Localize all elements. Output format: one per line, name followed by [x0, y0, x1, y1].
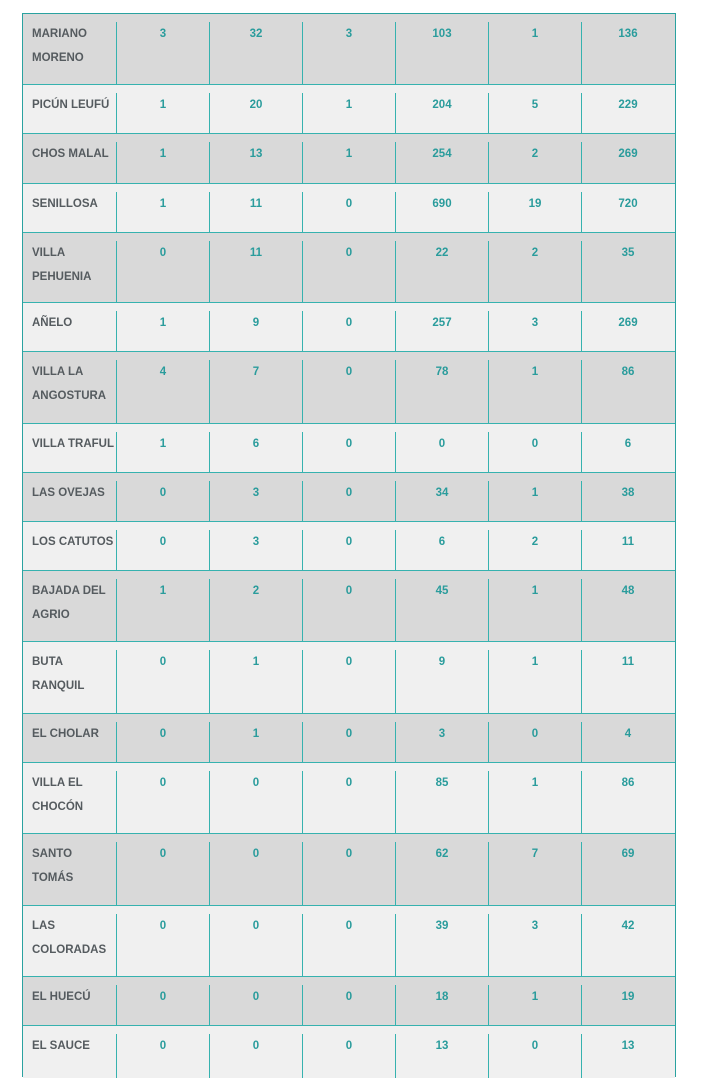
- table-cell-value: 4: [581, 722, 674, 762]
- table-cell-value: 0: [302, 985, 395, 1025]
- locality-name: EL SAUCE: [32, 1040, 90, 1052]
- locality-name: AÑELO: [32, 317, 73, 329]
- table-cell-value: 0: [209, 985, 302, 1025]
- table-row: [23, 642, 675, 714]
- table-row: [23, 14, 675, 85]
- table-cell-value: 0: [209, 914, 302, 976]
- locality-name: BUTA RANQUIL: [32, 656, 85, 692]
- table-cell-value: 1: [116, 93, 209, 133]
- table-row: [23, 522, 675, 571]
- locality-name: PICÚN LEUFÚ: [32, 99, 110, 111]
- table-cell-value: 3: [302, 22, 395, 84]
- table-cell-value: 6: [395, 530, 488, 570]
- table-cell-value: 0: [395, 432, 488, 472]
- table-cell-value: 1: [488, 481, 581, 521]
- table-cell-value: 0: [116, 914, 209, 976]
- table-cell-value: 0: [302, 311, 395, 351]
- table-cell-value: 0: [209, 842, 302, 905]
- table-cell-value: 204: [395, 93, 488, 133]
- table-cell-value: 2: [488, 241, 581, 302]
- table-cell-value: 0: [302, 192, 395, 232]
- table-row: [23, 352, 675, 424]
- table-cell-value: 0: [116, 985, 209, 1025]
- table-cell-value: 269: [581, 311, 674, 351]
- table-cell-value: 1: [488, 771, 581, 833]
- table-cell-value: 7: [488, 842, 581, 905]
- table-cell-value: 39: [395, 914, 488, 976]
- table-cell-value: 0: [488, 722, 581, 762]
- table-cell-value: 0: [116, 650, 209, 713]
- locality-name: LAS COLORADAS: [32, 920, 107, 956]
- table-cell-value: 6: [209, 432, 302, 472]
- table-cell-value: 0: [116, 481, 209, 521]
- table-cell-value: 3: [209, 530, 302, 570]
- table-cell-value: 0: [116, 530, 209, 570]
- table-cell-value: 2: [488, 142, 581, 183]
- table-row: [23, 134, 675, 184]
- table-cell-value: 0: [209, 771, 302, 833]
- table-cell-value: 0: [116, 1034, 209, 1078]
- locality-name: VILLA LA ANGOSTURA: [32, 366, 107, 402]
- table-cell-value: 0: [488, 432, 581, 472]
- table-cell-value: 0: [302, 579, 395, 641]
- locality-name: EL HUECÚ: [32, 991, 91, 1003]
- table-cell-value: 34: [395, 481, 488, 521]
- table-cell-value: 0: [116, 241, 209, 302]
- table-cell-value: 0: [302, 722, 395, 762]
- table-cell-value: 0: [302, 360, 395, 423]
- table-cell-value: 62: [395, 842, 488, 905]
- table-cell-value: 13: [209, 142, 302, 183]
- table-cell-value: 1: [209, 722, 302, 762]
- table-cell-value: 0: [209, 1034, 302, 1078]
- table-row: [23, 571, 675, 642]
- table-row: [23, 473, 675, 522]
- table-row: [23, 834, 675, 906]
- table-cell-value: 5: [488, 93, 581, 133]
- table-cell-value: 19: [488, 192, 581, 232]
- table-cell-value: 42: [581, 914, 674, 976]
- table-cell-value: 0: [302, 241, 395, 302]
- table-cell-value: 720: [581, 192, 674, 232]
- table-row: [23, 233, 675, 303]
- table-cell-value: 11: [581, 650, 674, 713]
- table-cell-value: 1: [488, 22, 581, 84]
- locality-name: LOS CATUTOS: [32, 536, 114, 548]
- table-cell-value: 9: [209, 311, 302, 351]
- table-cell-value: 1: [116, 432, 209, 472]
- table-cell-value: 20: [209, 93, 302, 133]
- table-cell-value: 11: [209, 241, 302, 302]
- table-cell-value: 229: [581, 93, 674, 133]
- table-cell-value: 1: [302, 142, 395, 183]
- table-cell-value: 2: [209, 579, 302, 641]
- table-cell-value: 1: [209, 650, 302, 713]
- locality-table: [22, 13, 676, 1077]
- table-cell-value: 18: [395, 985, 488, 1025]
- table-cell-value: 1: [488, 360, 581, 423]
- table-row: [23, 906, 675, 977]
- table-cell-value: 6: [581, 432, 674, 472]
- locality-name: MARIANO MORENO: [32, 28, 87, 64]
- table-cell-value: 0: [302, 650, 395, 713]
- table-row: [23, 184, 675, 233]
- table-cell-value: 0: [302, 842, 395, 905]
- table-cell-value: 0: [302, 1034, 395, 1078]
- table-row: [23, 763, 675, 834]
- table-cell-value: 86: [581, 771, 674, 833]
- locality-name: VILLA TRAFUL: [32, 438, 114, 450]
- table-row: [23, 424, 675, 473]
- table-cell-value: 2: [488, 530, 581, 570]
- table-cell-value: 4: [116, 360, 209, 423]
- table-cell-value: 690: [395, 192, 488, 232]
- locality-name: LAS OVEJAS: [32, 487, 105, 499]
- table-cell-value: 0: [116, 771, 209, 833]
- table-cell-value: 7: [209, 360, 302, 423]
- table-cell-value: 0: [302, 481, 395, 521]
- table-cell-value: 35: [581, 241, 674, 302]
- table-cell-value: 3: [116, 22, 209, 84]
- table-cell-value: 13: [395, 1034, 488, 1078]
- table-cell-value: 11: [209, 192, 302, 232]
- table-cell-value: 0: [116, 722, 209, 762]
- table-cell-value: 78: [395, 360, 488, 423]
- table-cell-value: 0: [116, 842, 209, 905]
- table-cell-value: 85: [395, 771, 488, 833]
- locality-name: VILLA PEHUENIA: [32, 247, 92, 283]
- table-cell-value: 3: [209, 481, 302, 521]
- table-cell-value: 3: [488, 914, 581, 976]
- table-cell-value: 3: [395, 722, 488, 762]
- table-cell-value: 0: [302, 914, 395, 976]
- table-cell-value: 1: [302, 93, 395, 133]
- table-cell-value: 9: [395, 650, 488, 713]
- table-cell-value: 1: [488, 650, 581, 713]
- table-cell-value: 45: [395, 579, 488, 641]
- table-cell-value: 136: [581, 22, 674, 84]
- table-row: [23, 1026, 675, 1078]
- table-cell-value: 22: [395, 241, 488, 302]
- table-cell-value: 0: [302, 432, 395, 472]
- table-cell-value: 1: [116, 192, 209, 232]
- table-row: [23, 714, 675, 763]
- table-cell-value: 0: [302, 530, 395, 570]
- locality-name: VILLA EL CHOCÓN: [32, 777, 84, 813]
- locality-name: BAJADA DEL AGRIO: [32, 585, 106, 621]
- table-cell-value: 11: [581, 530, 674, 570]
- table-cell-value: 32: [209, 22, 302, 84]
- table-cell-value: 13: [581, 1034, 674, 1078]
- table-cell-value: 1: [116, 579, 209, 641]
- table-row: [23, 303, 675, 352]
- locality-name: CHOS MALAL: [32, 148, 109, 160]
- table-cell-value: 257: [395, 311, 488, 351]
- locality-name: SANTO TOMÁS: [32, 848, 74, 884]
- table-cell-value: 48: [581, 579, 674, 641]
- table-cell-value: 103: [395, 22, 488, 84]
- table-cell-value: 0: [488, 1034, 581, 1078]
- table-cell-value: 1: [488, 985, 581, 1025]
- table-cell-value: 86: [581, 360, 674, 423]
- table-cell-value: 19: [581, 985, 674, 1025]
- table-cell-value: 1: [116, 311, 209, 351]
- locality-name: EL CHOLAR: [32, 728, 99, 740]
- table-cell-value: 3: [488, 311, 581, 351]
- table-cell-value: 69: [581, 842, 674, 905]
- locality-name: SENILLOSA: [32, 198, 98, 210]
- table-cell-value: 269: [581, 142, 674, 183]
- table-row: [23, 977, 675, 1026]
- table-cell-value: 254: [395, 142, 488, 183]
- table-cell-value: 1: [116, 142, 209, 183]
- table-row: [23, 85, 675, 134]
- table-cell-value: 0: [302, 771, 395, 833]
- table-cell-value: 38: [581, 481, 674, 521]
- table-cell-value: 1: [488, 579, 581, 641]
